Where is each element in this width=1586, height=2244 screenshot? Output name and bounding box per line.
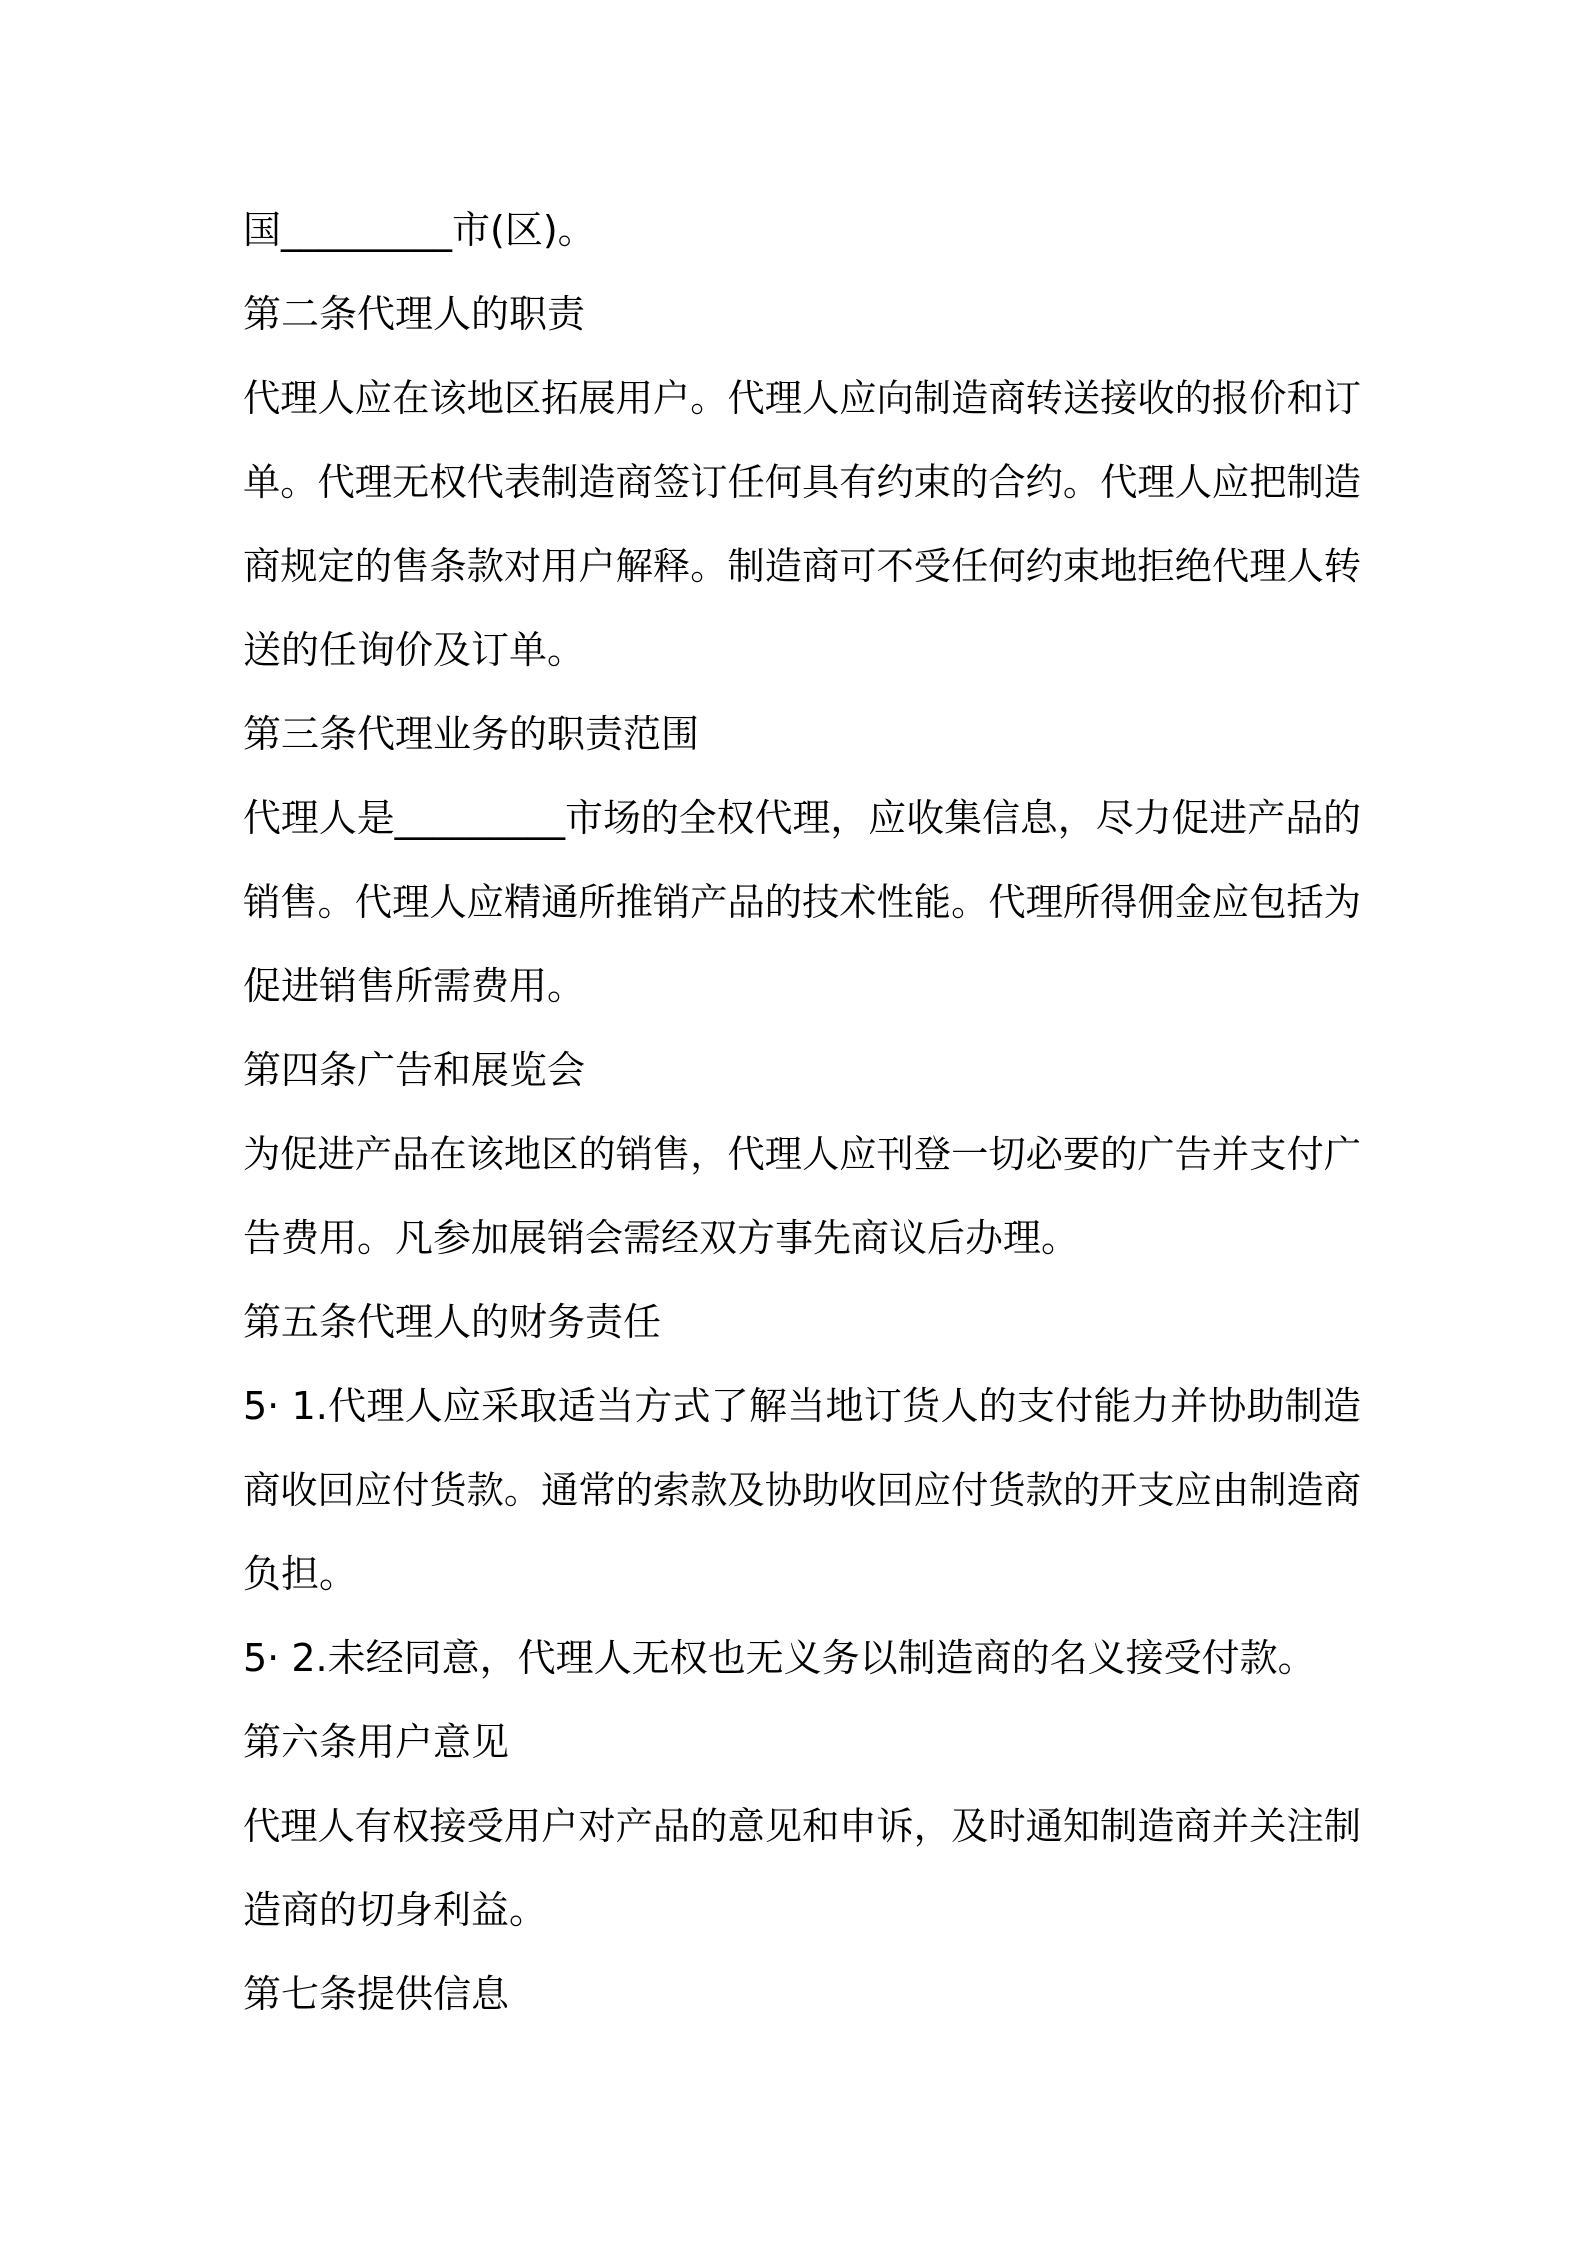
- text-line: 5· 1.代理人应采取适当方式了解当地订货人的支付能力并协助制造: [243, 1384, 1361, 1428]
- text-line: 送的任询价及订单。: [243, 628, 586, 672]
- section-heading-6: 第六条用户意见: [243, 1720, 510, 1764]
- section-heading-5: 第五条代理人的财务责任: [243, 1300, 662, 1344]
- text-line: 5· 2.未经同意，代理人无权也无义务以制造商的名义接受付款。: [243, 1636, 1316, 1680]
- text-line: 代理人是_________市场的全权代理，应收集信息，尽力促进产品的: [243, 796, 1361, 840]
- text-line: 商收回应付货款。通常的索款及协助收回应付货款的开支应由制造商: [243, 1468, 1361, 1512]
- section-heading-4: 第四条广告和展览会: [243, 1048, 586, 1092]
- text-line: 告费用。凡参加展销会需经双方事先商议后办理。: [243, 1216, 1080, 1260]
- section-heading-2: 第二条代理人的职责: [243, 292, 586, 336]
- text-line: 单。代理无权代表制造商签订任何具有约束的合约。代理人应把制造: [243, 460, 1361, 504]
- text-line: 负担。: [243, 1552, 358, 1596]
- text-line: 为促进产品在该地区的销售，代理人应刊登一切必要的广告并支付广: [243, 1132, 1361, 1176]
- text-line: 造商的切身利益。: [243, 1888, 548, 1932]
- section-heading-7: 第七条提供信息: [243, 1972, 510, 2016]
- text-line: 国_________市(区)。: [243, 208, 596, 252]
- section-heading-3: 第三条代理业务的职责范围: [243, 712, 700, 756]
- text-line: 商规定的售条款对用户解释。制造商可不受任何约束地拒绝代理人转: [243, 544, 1361, 588]
- text-line: 代理人应在该地区拓展用户。代理人应向制造商转送接收的报价和订: [243, 376, 1361, 420]
- text-line: 代理人有权接受用户对产品的意见和申诉，及时通知制造商并关注制: [243, 1804, 1361, 1848]
- document-body: [243, 188, 1361, 2036]
- text-line: 促进销售所需费用。: [243, 964, 586, 1008]
- text-line: 销售。代理人应精通所推销产品的技术性能。代理所得佣金应包括为: [243, 880, 1361, 924]
